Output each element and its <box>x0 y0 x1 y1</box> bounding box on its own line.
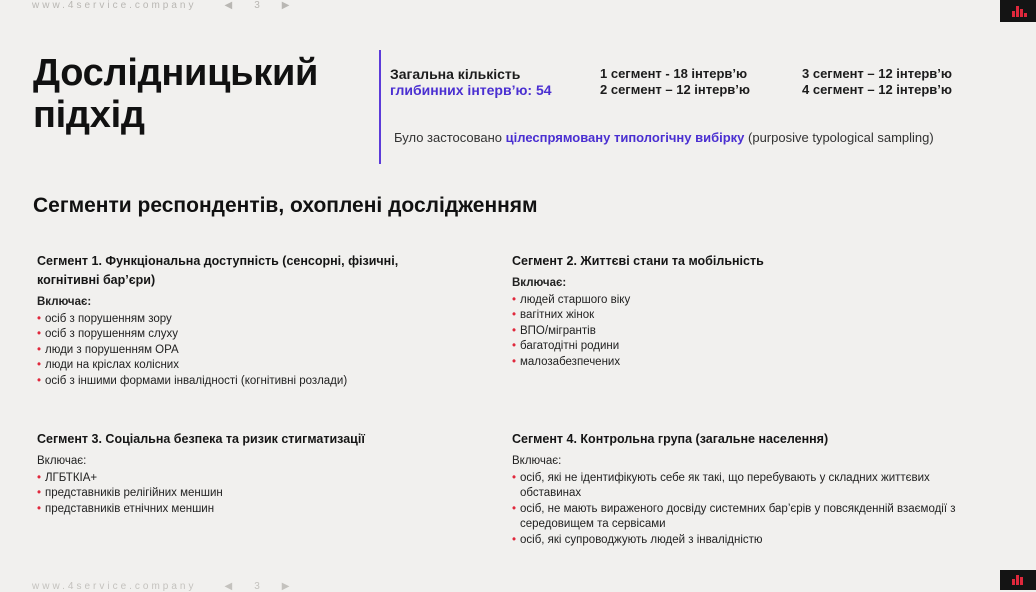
sampling-text: Було застосовано <box>394 130 506 145</box>
list-item: • вагітних жінок <box>512 308 982 324</box>
list-item: • представників етнічних меншин <box>37 502 457 518</box>
total-label: Загальна кількість <box>390 66 521 82</box>
list-item: • люди з порушенням ОРА <box>37 343 457 359</box>
list-item: • ЛГБТКІА+ <box>37 471 457 487</box>
section-subtitle: Сегменти респондентів, охоплені дослідженням <box>33 194 538 217</box>
next-arrow-icon[interactable]: ▶ <box>281 581 290 592</box>
segment-counts-col1 <box>600 66 750 98</box>
brand-logo-icon <box>1000 0 1036 22</box>
top-bar <box>32 0 289 10</box>
segment-count-1: 1 сегмент - 18 інтерв’ю <box>600 66 748 81</box>
includes-label: Включає: <box>37 455 87 467</box>
list-item: • осіб з порушенням зору <box>37 312 457 328</box>
segment-count-2: 2 сегмент – 12 інтерв’ю <box>600 82 751 97</box>
site-url[interactable]: www.4service.company <box>32 581 197 592</box>
includes-label: Включає: <box>512 277 567 289</box>
segment-title: Сегмент 2. Життєві стани та мобільність <box>512 254 764 268</box>
title-line-2: підхід <box>33 94 145 136</box>
segment-2-card <box>512 252 982 370</box>
segment-4-card <box>512 430 982 548</box>
list-item: • осіб з порушенням слуху <box>37 327 457 343</box>
list-item: • осіб, які не ідентифікують себе як такі, що перебувають у складних життєвих обставинах <box>512 471 982 502</box>
segment-count-4: 4 сегмент – 12 інтерв’ю <box>802 82 953 97</box>
segment-3-card <box>37 430 457 517</box>
list-item: • багатодітні родини <box>512 339 982 355</box>
segment-title: Сегмент 1. Функціональна доступність (сенсорні, фізичні, когнітивні бар’єри) <box>37 254 399 287</box>
list-item: • ВПО/мігрантів <box>512 324 982 340</box>
includes-label: Включає: <box>37 296 92 308</box>
page-number: 3 <box>254 581 260 592</box>
site-url[interactable]: www.4service.company <box>32 0 197 11</box>
bottom-bar <box>32 581 289 592</box>
segment-counts-col2 <box>802 66 952 98</box>
next-arrow-icon[interactable]: ▶ <box>281 0 290 11</box>
includes-label: Включає: <box>512 455 562 467</box>
segment-1-card <box>37 252 457 389</box>
list-item: • представників релігійних меншин <box>37 486 457 502</box>
page-title <box>33 52 318 136</box>
total-value: глибинних інтерв’ю: 54 <box>390 82 552 98</box>
segment-list <box>512 471 982 549</box>
brand-logo-icon <box>1000 570 1036 590</box>
segment-list <box>37 471 457 518</box>
sampling-highlight: цілеспрямовану типологічну вибірку <box>505 130 745 145</box>
list-item: • осіб, не мають вираженого досвіду системних бар’єрів у повсякденній взаємодії з середовищем та сервісами <box>512 502 982 533</box>
segment-list <box>37 312 457 390</box>
sampling-text-end: (purposive typological sampling) <box>744 130 934 145</box>
segment-list <box>512 293 982 371</box>
title-line-1: Дослідницький <box>33 52 319 94</box>
segment-title: Сегмент 3. Соціальна безпека та ризик стигматизації <box>37 432 365 446</box>
segment-title: Сегмент 4. Контрольна група (загальне населення) <box>512 432 829 446</box>
sampling-note <box>394 130 954 146</box>
list-item: • осіб, які супроводжують людей з інвалідністю <box>512 533 982 549</box>
list-item: • людей старшого віку <box>512 293 982 309</box>
total-interviews <box>390 66 552 98</box>
prev-arrow-icon[interactable]: ◀ <box>224 0 233 11</box>
segment-count-3: 3 сегмент – 12 інтерв’ю <box>802 66 953 81</box>
list-item: • люди на кріслах колісних <box>37 358 457 374</box>
page-number: 3 <box>254 0 260 11</box>
divider-line <box>379 50 381 164</box>
prev-arrow-icon[interactable]: ◀ <box>224 581 233 592</box>
list-item: • малозабезпечених <box>512 355 982 371</box>
list-item: • осіб з іншими формами інвалідності (когнітивні розлади) <box>37 374 457 390</box>
